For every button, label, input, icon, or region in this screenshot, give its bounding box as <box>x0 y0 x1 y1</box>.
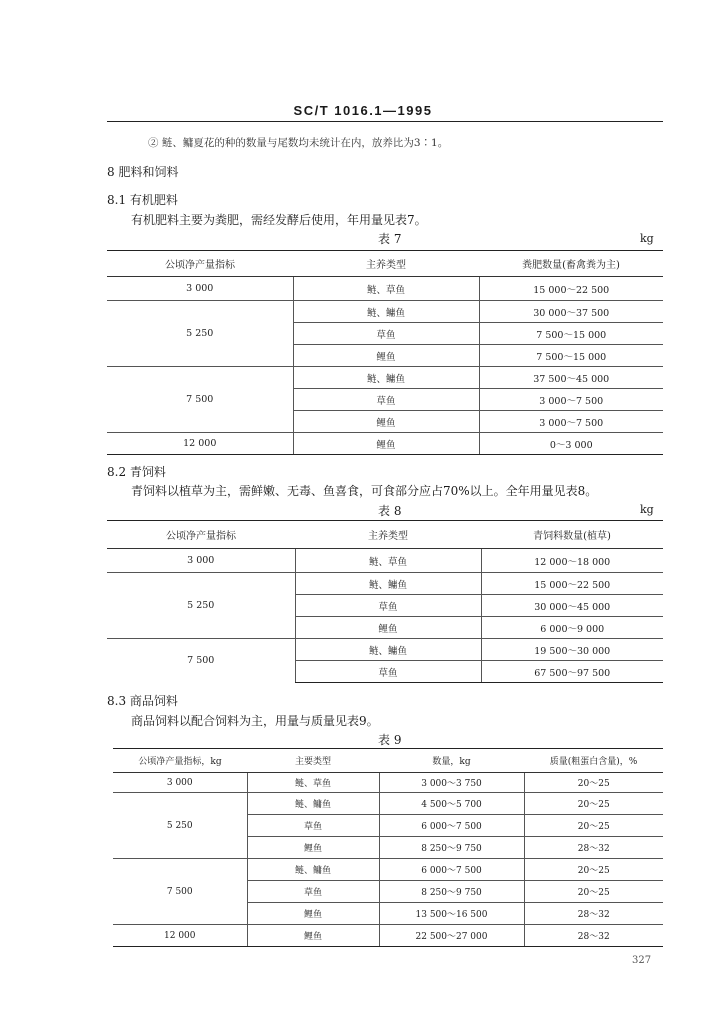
cell-yield: 3 000 <box>187 555 215 566</box>
cell-amount: 4 500～5 700 <box>379 793 524 815</box>
cell-type: 草鱼 <box>295 661 481 683</box>
paragraph-8-3: 商品饲料以配合饲料为主，用量与质量见表9。 <box>131 714 379 728</box>
table-row <box>113 925 663 947</box>
page-number: 327 <box>632 955 652 966</box>
cell-type: 鲤鱼 <box>247 903 379 925</box>
cell-amount: 6 000～7 500 <box>379 859 524 881</box>
cell-amount: 3 000～7 500 <box>479 389 663 411</box>
cell-amount: 22 500～27 000 <box>379 925 524 947</box>
cell-type: 草鱼 <box>247 815 379 837</box>
col-header: 数量，kg <box>379 749 524 773</box>
cell-amount: 0～3 000 <box>479 433 663 455</box>
cell-type: 鲢、鳙鱼 <box>295 573 481 595</box>
footnote: ② 鲢、鳙夏花的种的数量与尾数均未统计在内，放养比为3∶1。 <box>148 137 449 149</box>
cell-yield: 3 000 <box>186 283 214 294</box>
cell-amount: 8 250～9 750 <box>379 881 524 903</box>
cell-type: 鲤鱼 <box>293 433 479 455</box>
subsection-title-8-1: 8.1 有机肥料 <box>107 193 178 207</box>
col-header: 公顷净产量指标 <box>107 521 295 549</box>
cell-type: 草鱼 <box>247 881 379 903</box>
cell-type: 鲤鱼 <box>247 837 379 859</box>
col-header: 青饲料数量(植草) <box>481 521 663 549</box>
cell-type: 草鱼 <box>293 389 479 411</box>
table-caption-8: 表 8 <box>378 504 402 518</box>
table-unit-8: kg <box>640 503 654 516</box>
cell-amount: 7 500～15 000 <box>479 345 663 367</box>
col-header: 公顷净产量指标 <box>107 251 293 277</box>
cell-quality: 28～32 <box>524 837 663 859</box>
col-header: 质量(粗蛋白含量)，% <box>524 749 663 773</box>
cell-type: 鲤鱼 <box>293 345 479 367</box>
table-row <box>113 859 663 881</box>
cell-amount: 37 500～45 000 <box>479 367 663 389</box>
cell-amount: 3 000～7 500 <box>479 411 663 433</box>
cell-quality: 28～32 <box>524 903 663 925</box>
cell-yield: 5 250 <box>107 301 293 367</box>
table-9 <box>113 748 663 947</box>
cell-amount: 15 000～22 500 <box>479 277 663 301</box>
table-row <box>107 639 663 661</box>
cell-yield: 12 000 <box>113 925 247 947</box>
cell-yield: 5 250 <box>113 793 247 859</box>
table-row <box>107 549 663 573</box>
table-row <box>107 367 663 389</box>
cell-amount: 7 500～15 000 <box>479 323 663 345</box>
subsection-title-8-3: 8.3 商品饲料 <box>107 694 178 708</box>
cell-quality: 20～25 <box>524 881 663 903</box>
col-header: 主要类型 <box>247 749 379 773</box>
cell-yield: 5 250 <box>107 573 295 639</box>
col-header: 主养类型 <box>295 521 481 549</box>
cell-type: 鲢、草鱼 <box>295 549 481 573</box>
cell-quality: 20～25 <box>524 773 663 793</box>
table-7 <box>107 250 663 455</box>
cell-type: 鲢、鳙鱼 <box>293 301 479 323</box>
cell-type: 鲢、鳙鱼 <box>247 793 379 815</box>
cell-type: 鲤鱼 <box>293 411 479 433</box>
table-row <box>107 277 663 301</box>
cell-type: 鲢、草鱼 <box>293 277 479 301</box>
cell-amount: 3 000～3 750 <box>379 773 524 793</box>
cell-type: 鲤鱼 <box>247 925 379 947</box>
cell-type: 鲢、鳙鱼 <box>295 639 481 661</box>
cell-amount: 15 000～22 500 <box>481 573 663 595</box>
cell-yield: 12 000 <box>107 433 293 455</box>
cell-type: 鲢、鳙鱼 <box>293 367 479 389</box>
table-row <box>107 433 663 455</box>
section-title: 8 肥料和饲料 <box>107 165 179 179</box>
cell-amount: 19 500～30 000 <box>481 639 663 661</box>
table-row <box>107 573 663 595</box>
cell-amount: 30 000～45 000 <box>481 595 663 617</box>
table-row <box>113 773 663 793</box>
cell-amount: 6 000～7 500 <box>379 815 524 837</box>
cell-yield: 7 500 <box>107 639 295 683</box>
cell-quality: 20～25 <box>524 859 663 881</box>
cell-yield: 3 000 <box>166 777 193 788</box>
table-unit-7: kg <box>640 232 654 245</box>
cell-type: 鲢、鳙鱼 <box>247 859 379 881</box>
cell-amount: 67 500～97 500 <box>481 661 663 683</box>
cell-amount: 13 500～16 500 <box>379 903 524 925</box>
cell-quality: 20～25 <box>524 815 663 837</box>
col-header: 主养类型 <box>293 251 479 277</box>
subsection-title-8-2: 8.2 青饲料 <box>107 465 166 479</box>
table-row <box>113 793 663 815</box>
cell-yield: 7 500 <box>113 859 247 925</box>
cell-type: 草鱼 <box>295 595 481 617</box>
table-caption-7: 表 7 <box>378 232 402 246</box>
cell-amount: 6 000～9 000 <box>481 617 663 639</box>
col-header: 粪肥数量(畜禽粪为主) <box>479 251 663 277</box>
cell-quality: 28～32 <box>524 925 663 947</box>
table-8 <box>107 520 663 683</box>
header-rule <box>107 121 663 122</box>
cell-type: 鲢、草鱼 <box>247 773 379 793</box>
cell-amount: 8 250～9 750 <box>379 837 524 859</box>
cell-amount: 12 000～18 000 <box>481 549 663 573</box>
cell-yield: 7 500 <box>107 367 293 433</box>
cell-type: 草鱼 <box>293 323 479 345</box>
col-header: 公顷净产量指标，kg <box>113 749 247 773</box>
table-row <box>107 301 663 323</box>
paragraph-8-2: 青饲料以植草为主，需鲜嫩、无毒、鱼喜食，可食部分应占70%以上。全年用量见表8。 <box>131 484 598 498</box>
table-caption-9: 表 9 <box>378 733 402 747</box>
cell-quality: 20～25 <box>524 793 663 815</box>
paragraph-8-1: 有机肥料主要为粪肥，需经发酵后使用，年用量见表7。 <box>131 213 427 227</box>
cell-amount: 30 000～37 500 <box>479 301 663 323</box>
page-header: SC/T 1016.1—1995 <box>293 103 433 118</box>
cell-type: 鲤鱼 <box>295 617 481 639</box>
